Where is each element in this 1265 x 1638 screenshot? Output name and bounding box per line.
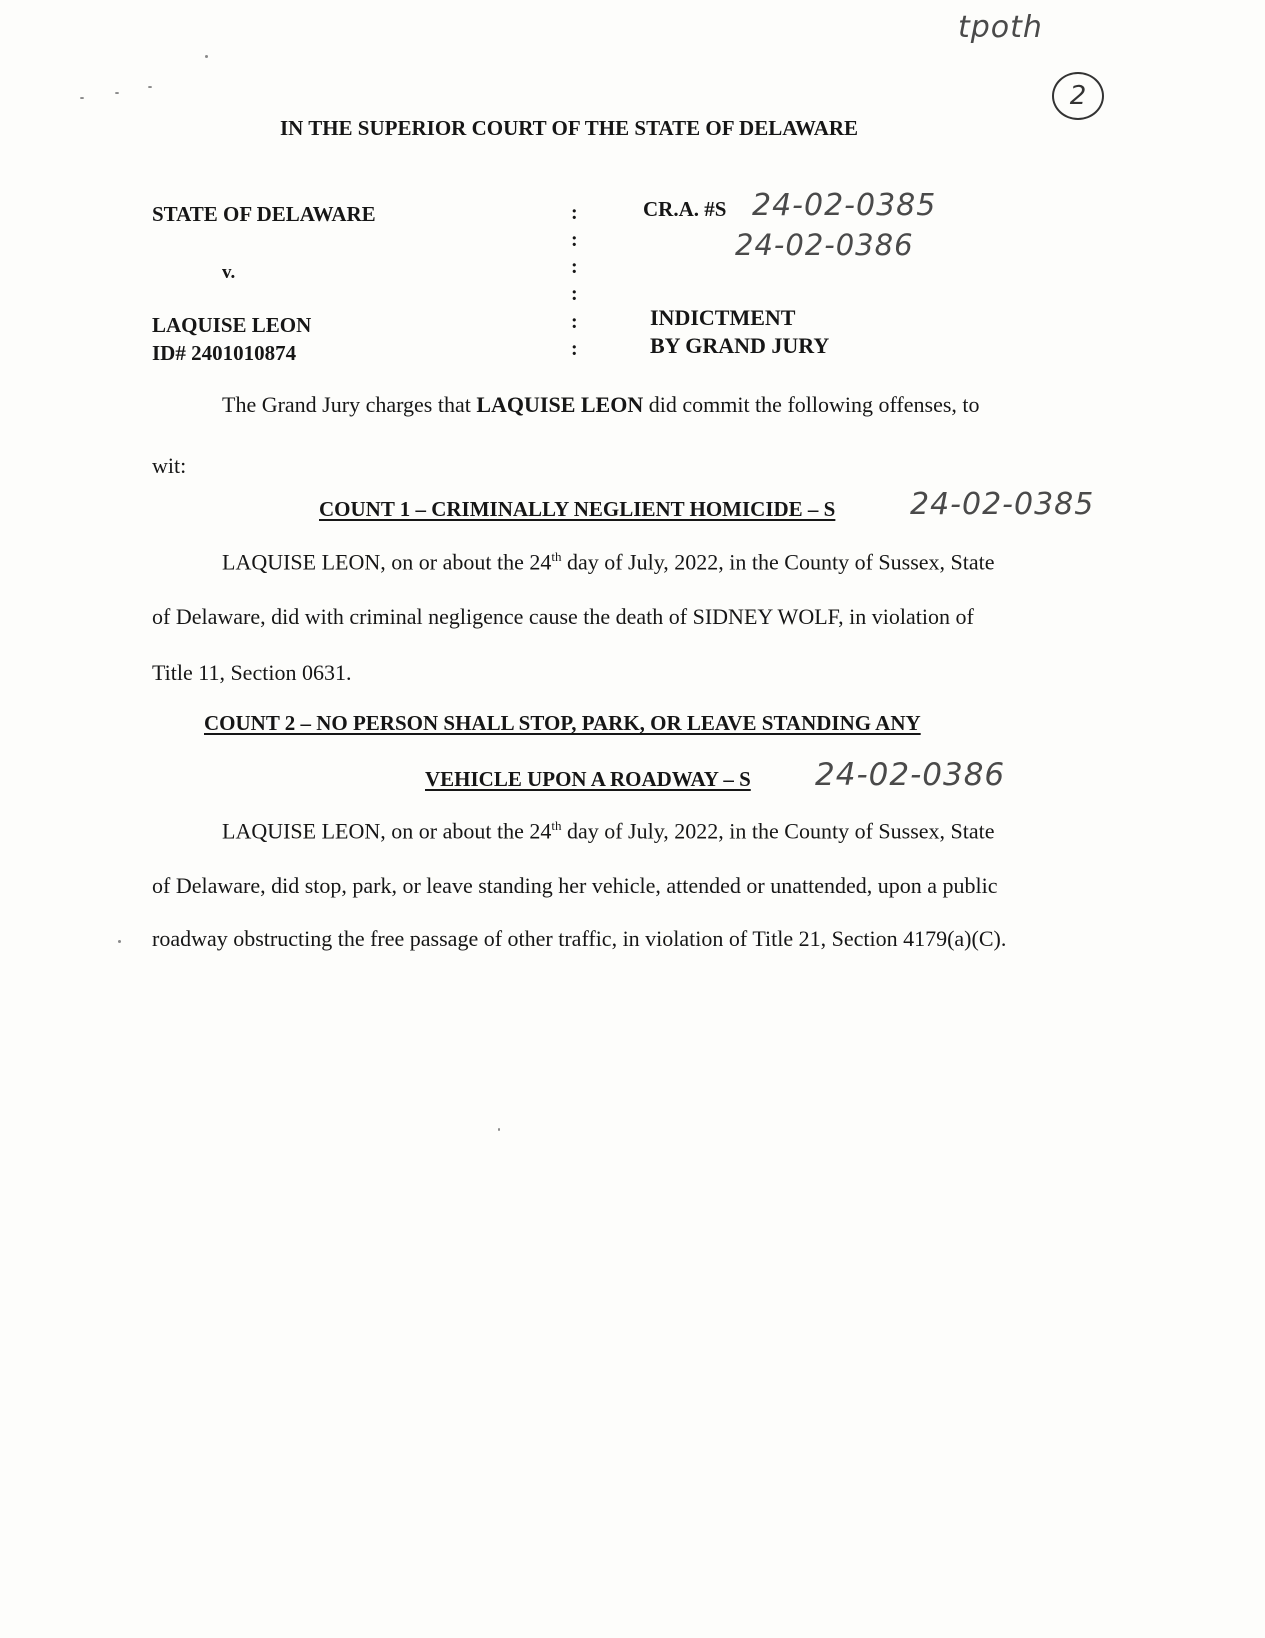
count-2-text: LAQUISE LEON, on or about the 24 xyxy=(222,818,552,844)
count-1-text: day of July, 2022, in the County of Sussex, State xyxy=(561,549,995,575)
count-2-text-line: roadway obstructing the free passage of other traffic, in violation of Title 21, Section 4179(a)(C). xyxy=(152,926,1007,951)
page-number-circle xyxy=(1052,72,1104,120)
count-2-text-line xyxy=(222,818,995,844)
intro-defendant-name: LAQUISE LEON xyxy=(476,392,644,417)
page-number: 2 xyxy=(1069,81,1087,111)
count-1-text-line: of Delaware, did with criminal negligence cause the death of SIDNEY WOLF, in violation of xyxy=(152,604,974,629)
caption-colon: : xyxy=(571,229,578,251)
count-1-heading: COUNT 1 – CRIMINALLY NEGLIENT HOMICIDE – S xyxy=(319,497,836,521)
document-type: INDICTMENT xyxy=(650,305,796,330)
scan-speck xyxy=(118,940,121,943)
caption-colon: : xyxy=(571,338,578,360)
caption-colon: : xyxy=(571,256,578,278)
count-1-text-line xyxy=(222,549,995,575)
caption-colon: : xyxy=(571,311,578,333)
count-1-text: LAQUISE LEON, on or about the 24 xyxy=(222,549,552,575)
count-1-case-number-handwritten: 24-02-0385 xyxy=(910,487,1095,522)
case-number-handwritten: 24-02-0385 xyxy=(752,188,937,223)
intro-text: did commit the following offenses, to xyxy=(643,392,980,417)
scan-speck xyxy=(80,97,84,99)
case-number-label: CR.A. #S xyxy=(643,197,727,221)
count-2-case-number-handwritten: 24-02-0386 xyxy=(815,757,1006,793)
ordinal-suffix: th xyxy=(551,818,562,833)
versus: v. xyxy=(222,262,236,283)
count-1-text-line: Title 11, Section 0631. xyxy=(152,660,352,685)
defendant-id: ID# 2401010874 xyxy=(152,341,297,365)
document-type: BY GRAND JURY xyxy=(650,333,830,358)
caption-colon: : xyxy=(571,202,578,224)
ordinal-suffix: th xyxy=(551,549,562,564)
court-title: IN THE SUPERIOR COURT OF THE STATE OF DELAWARE xyxy=(280,116,859,140)
scan-speck xyxy=(205,55,208,58)
scan-speck xyxy=(498,1128,500,1131)
intro-text: The Grand Jury charges that xyxy=(222,392,477,417)
scan-speck xyxy=(148,86,152,88)
intro-wit: wit: xyxy=(152,453,187,478)
plaintiff-name: STATE OF DELAWARE xyxy=(152,202,376,226)
caption-colon: : xyxy=(571,283,578,305)
handwritten-annotation: tpoth xyxy=(958,10,1043,45)
defendant-name: LAQUISE LEON xyxy=(152,313,312,337)
intro-paragraph xyxy=(222,392,980,418)
scan-speck xyxy=(115,92,119,94)
count-2-text-line: of Delaware, did stop, park, or leave standing her vehicle, attended or unattended, upon a public xyxy=(152,873,998,898)
case-number-handwritten: 24-02-0386 xyxy=(735,228,914,262)
count-2-text: day of July, 2022, in the County of Sussex, State xyxy=(561,818,995,844)
count-2-heading: COUNT 2 – NO PERSON SHALL STOP, PARK, OR LEAVE STANDING ANY xyxy=(204,711,921,735)
count-2-heading: VEHICLE UPON A ROADWAY – S xyxy=(425,767,751,791)
